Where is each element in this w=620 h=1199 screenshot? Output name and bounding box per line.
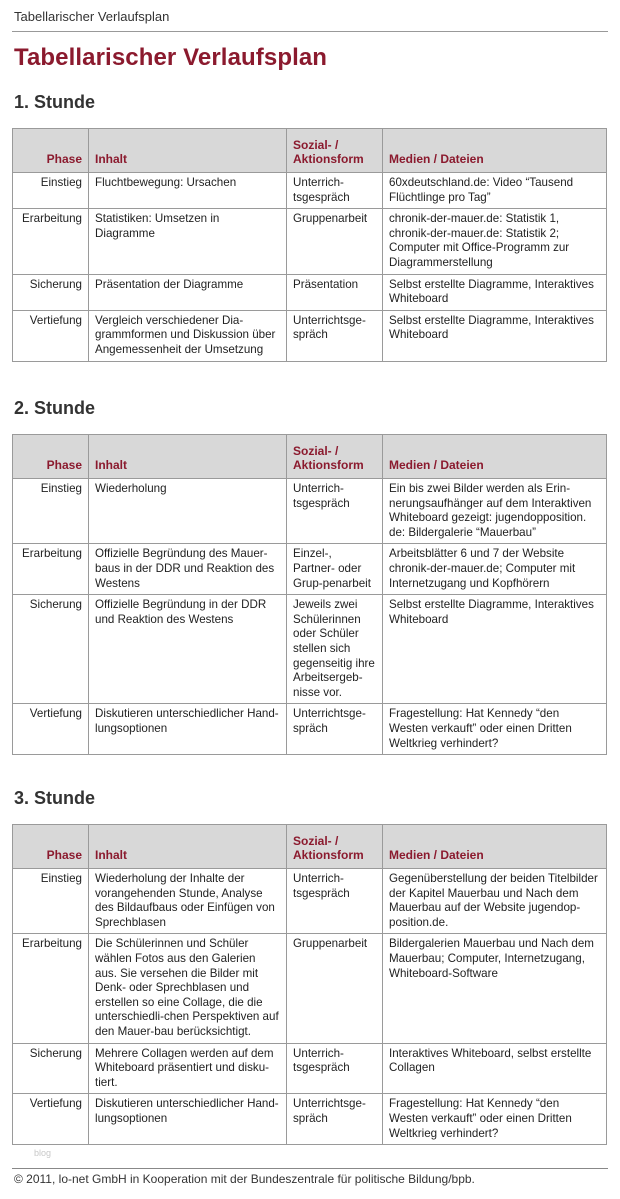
cell-phase: Vertiefung [13,310,89,361]
cell-sozial: Unterrich-tsgespräch [287,173,383,209]
cell-phase: Erarbeitung [13,934,89,1043]
cell-sozial: Unterrich-tsgespräch [287,479,383,544]
table-row [13,704,607,755]
footer-divider [12,1168,608,1169]
cell-inhalt: Offizielle Begründung in der DDR und Reaktion des Westens [89,595,287,704]
cell-sozial: Gruppenarbeit [287,209,383,274]
cell-sozial: Einzel-, Partner- oder Grup-penarbeit [287,544,383,595]
col-header-phase: Phase [13,129,89,173]
cell-inhalt: Diskutieren unterschiedlicher Hand-lungsoptionen [89,1094,287,1145]
cell-phase: Sicherung [13,1043,89,1094]
cell-inhalt: Offizielle Begründung des Mauer-baus in der DDR und Reaktion des Westens [89,544,287,595]
col-header-inhalt: Inhalt [89,435,287,479]
table-row [13,1043,607,1094]
cell-sozial: Jeweils zwei Schülerinnen oder Schüler stellen sich gegenseitig ihre Arbeitsergeb-nisse vor. [287,595,383,704]
table-row [13,479,607,544]
cell-sozial: Unterrich-tsgespräch [287,1043,383,1094]
table-row [13,595,607,704]
cell-inhalt: Vergleich verschiedener Dia-grammformen und Diskussion über Angemessenheit der Umsetzung [89,310,287,361]
cell-medien: chronik-der-mauer.de: Statistik 1, chronik-der-mauer.de: Statistik 2; Computer mit Office-Programm zur Diagrammerstellung [383,209,607,274]
cell-sozial: Unterrichtsge-spräch [287,310,383,361]
col-header-inhalt: Inhalt [89,129,287,173]
cell-sozial: Präsentation [287,274,383,310]
cell-sozial: Unterrich-tsgespräch [287,869,383,934]
cell-medien: Selbst erstellte Diagramme, Interaktives Whiteboard [383,310,607,361]
cell-sozial: Unterrichtsge-spräch [287,1094,383,1145]
cell-inhalt: Wiederholung der Inhalte der vorangehenden Stunde, Analyse des Bildaufbaus oder Einfügen von Sprechblasen [89,869,287,934]
cell-phase: Einstieg [13,479,89,544]
cell-phase: Vertiefung [13,1094,89,1145]
table-row [13,1094,607,1145]
section-title-2: 2. Stunde [14,398,96,418]
cell-inhalt: Präsentation der Diagramme [89,274,287,310]
col-header-sozial: Sozial- / Aktionsform [287,825,383,869]
col-header-medien: Medien / Dateien [383,435,607,479]
running-header [0,0,620,32]
cell-medien: 60xdeutschland.de: Video “Tausend Flüchtlinge pro Tag” [383,173,607,209]
table-row [13,173,607,209]
section-title-3: 3. Stunde [14,788,96,808]
cell-medien: Ein bis zwei Bilder werden als Erin-nerungsaufhänger auf dem Interaktiven Whiteboard gezeigt: jugendopposition. de: Bildergalerie “Mauerbau” [383,479,607,544]
col-header-sozial: Sozial- / Aktionsform [287,129,383,173]
table-row [13,544,607,595]
cell-phase: Erarbeitung [13,209,89,274]
cell-phase: Erarbeitung [13,544,89,595]
header-divider [12,31,608,32]
cell-inhalt: Die Schülerinnen und Schüler wählen Fotos aus den Galerien aus. Sie versehen die Bilder mit Denk- oder Sprechblasen und erstellen so eine Collage, die die unterschiedli-chen Perspektiven auf den Mauer-bau berücksichtigt. [89,934,287,1043]
cell-phase: Sicherung [13,274,89,310]
cell-sozial: Gruppenarbeit [287,934,383,1043]
section-title-1: 1. Stunde [14,92,96,112]
col-header-medien: Medien / Dateien [383,825,607,869]
cell-phase: Einstieg [13,869,89,934]
watermark: blog [34,1148,52,1158]
cell-inhalt: Fluchtbewegung: Ursachen [89,173,287,209]
table-row [13,934,607,1043]
col-header-phase: Phase [13,435,89,479]
cell-medien: Fragestellung: Hat Kennedy “den Westen verkauft” oder einen Dritten Weltkrieg verhindert? [383,704,607,755]
cell-phase: Sicherung [13,595,89,704]
cell-medien: Bildergalerien Mauerbau und Nach dem Mauerbau; Computer, Internetzugang, Whiteboard-Software [383,934,607,1043]
cell-sozial: Unterrichtsge-spräch [287,704,383,755]
col-header-medien: Medien / Dateien [383,129,607,173]
cell-inhalt: Diskutieren unterschiedlicher Hand-lungsoptionen [89,704,287,755]
col-header-inhalt: Inhalt [89,825,287,869]
table-row [13,209,607,274]
cell-medien: Fragestellung: Hat Kennedy “den Westen verkauft” oder einen Dritten Weltkrieg verhindert? [383,1094,607,1145]
running-title: Tabellarischer Verlaufsplan [14,9,170,24]
cell-phase: Einstieg [13,173,89,209]
cell-inhalt: Mehrere Collagen werden auf dem Whiteboard präsentiert und disku-tiert. [89,1043,287,1094]
cell-phase: Vertiefung [13,704,89,755]
cell-inhalt: Wiederholung [89,479,287,544]
table-row [13,869,607,934]
table-row [13,310,607,361]
cell-medien: Selbst erstellte Diagramme, Interaktives Whiteboard [383,274,607,310]
col-header-sozial: Sozial- / Aktionsform [287,435,383,479]
table-row [13,274,607,310]
cell-inhalt: Statistiken: Umsetzen in Diagramme [89,209,287,274]
page-title: Tabellarischer Verlaufsplan [14,44,328,71]
cell-medien: Arbeitsblätter 6 und 7 der Website chronik-der-mauer.de; Computer mit Internetzugang und Kopfhörern [383,544,607,595]
table-header-row [13,825,607,869]
cell-medien: Selbst erstellte Diagramme, Interaktives Whiteboard [383,595,607,704]
cell-medien: Gegenüberstellung der beiden Titelbilder der Kapitel Mauerbau und Nach dem Mauerbau auf der Website jugendop-position.de. [383,869,607,934]
lesson-table-3 [12,824,607,1145]
lesson-table-1 [12,128,607,362]
lesson-table-2 [12,434,607,755]
table-header-row [13,129,607,173]
footer-copyright: © 2011, lo-net GmbH in Kooperation mit der Bundeszentrale für politische Bildung/bpb. [14,1172,475,1186]
col-header-phase: Phase [13,825,89,869]
table-header-row [13,435,607,479]
cell-medien: Interaktives Whiteboard, selbst erstellte Collagen [383,1043,607,1094]
